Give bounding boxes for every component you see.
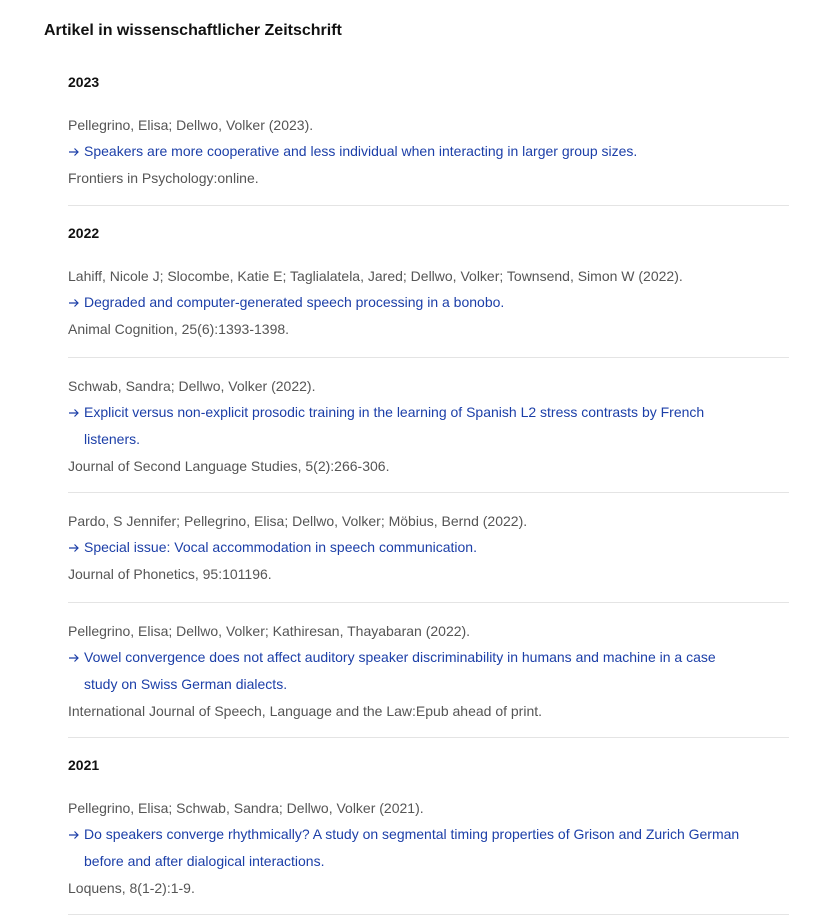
publication-authors: Pellegrino, Elisa; Schwab, Sandra; Dellwo, Volker (2021). <box>68 800 424 816</box>
divider <box>68 602 789 603</box>
publication-title-line: Do speakers converge rhythmically? A study on segmental timing properties of Grison and Zurich German <box>84 826 740 842</box>
divider <box>68 357 789 358</box>
publication-title-link[interactable]: Speakers are more cooperative and less individual when interacting in larger group sizes. <box>84 143 638 159</box>
arrow-right-icon <box>68 827 80 841</box>
divider <box>68 914 789 915</box>
publication-source: Loquens, 8(1-2):1-9. <box>68 880 195 896</box>
divider <box>68 205 789 206</box>
publication-source: Animal Cognition, 25(6):1393-1398. <box>68 321 290 337</box>
publication-item <box>68 263 789 342</box>
publication-source: Journal of Second Language Studies, 5(2):266-306. <box>68 458 390 474</box>
publication-title-row <box>68 138 789 165</box>
publication-title-row <box>68 399 789 453</box>
publication-title-row <box>68 289 789 316</box>
publication-title-line: study on Swiss German dialects. <box>84 676 288 692</box>
section-title: Artikel in wissenschaftlicher Zeitschrift <box>44 22 342 39</box>
publication-authors: Pellegrino, Elisa; Dellwo, Volker; Kathiresan, Thayabaran (2022). <box>68 623 471 639</box>
publication-title-link[interactable]: Special issue: Vocal accommodation in speech communication. <box>84 539 477 555</box>
publication-item <box>68 112 789 191</box>
publication-authors: Pellegrino, Elisa; Dellwo, Volker (2023). <box>68 117 314 133</box>
publication-authors: Lahiff, Nicole J; Slocombe, Katie E; Taglialatela, Jared; Dellwo, Volker; Townsend, Simon W (2022). <box>68 268 683 284</box>
arrow-right-icon <box>68 540 80 554</box>
year-heading-2023: 2023 <box>68 74 100 90</box>
year-heading-2021: 2021 <box>68 757 100 773</box>
publication-authors: Schwab, Sandra; Dellwo, Volker (2022). <box>68 378 316 394</box>
publication-item <box>68 795 789 901</box>
divider <box>68 737 789 738</box>
divider <box>68 492 789 493</box>
publication-item <box>68 618 789 724</box>
publication-title-line: before and after dialogical interactions. <box>84 853 325 869</box>
publication-title-line: Explicit versus non-explicit prosodic training in the learning of Spanish L2 stress contrasts by French <box>84 404 705 420</box>
publication-source: Journal of Phonetics, 95:101196. <box>68 566 272 582</box>
arrow-right-icon <box>68 144 80 158</box>
publication-title-link[interactable] <box>84 649 716 692</box>
publication-title-line: listeners. <box>84 431 141 447</box>
publication-title-link[interactable]: Degraded and computer-generated speech processing in a bonobo. <box>84 294 505 310</box>
publication-title-row <box>68 821 789 875</box>
publication-title-link[interactable] <box>84 826 739 869</box>
year-heading-2022: 2022 <box>68 225 100 241</box>
publication-title-line: Vowel convergence does not affect auditory speaker discriminability in humans and machine in a case <box>84 649 716 665</box>
publication-source: Frontiers in Psychology:online. <box>68 170 259 186</box>
publication-source: International Journal of Speech, Language and the Law:Epub ahead of print. <box>68 703 543 719</box>
publication-item <box>68 373 789 479</box>
arrow-right-icon <box>68 295 80 309</box>
publication-authors: Pardo, S Jennifer; Pellegrino, Elisa; Dellwo, Volker; Möbius, Bernd (2022). <box>68 513 528 529</box>
publication-title-row <box>68 644 789 698</box>
publication-title-row <box>68 534 789 561</box>
arrow-right-icon <box>68 650 80 664</box>
publication-item <box>68 508 789 587</box>
publication-title-link[interactable] <box>84 404 704 447</box>
arrow-right-icon <box>68 405 80 419</box>
